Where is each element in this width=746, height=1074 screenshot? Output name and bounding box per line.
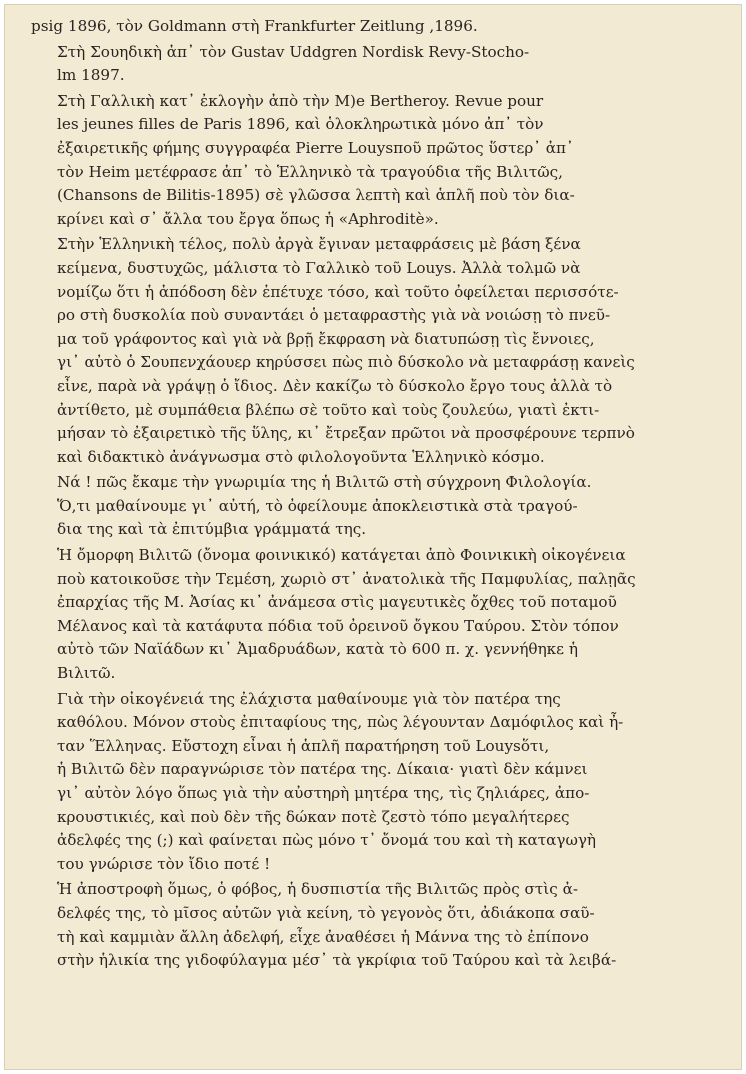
text-line: εἶνε, παρὰ νὰ γράψῃ ὁ ἴδιος. Δὲν κακίζω τὸ δύσκολο ἔργο τους ἀλλὰ τὸ bbox=[57, 376, 613, 395]
text-line: μα τοῦ γράφοντος καὶ γιὰ νὰ βρῇ ἔκφραση νὰ διατυπώσῃ τὶς ἔννοιες, bbox=[57, 329, 595, 348]
text-line: Νά ! πῶς ἔκαμε τὴν γνωριμία της ἡ Βιλιτῶ στὴ σύγχρονη Φιλολογία. bbox=[57, 473, 592, 492]
paragraph bbox=[31, 471, 721, 542]
text-line: Στὴν Ἑλληνικὴ τέλος, πολὺ ἀργὰ ἔγιναν μεταφράσεις μὲ βάση ξένα bbox=[57, 235, 581, 254]
text-line: ρο στὴ δυσκολία ποὺ συναντάει ὁ μεταφραστὴς γιὰ νὰ νοιώσῃ τὸ πνεῦ- bbox=[57, 306, 611, 325]
text-line: γι᾿ αὐτὸ ὁ Σουπενχάουερ κηρύσσει πὼς πιὸ δύσκολο νὰ μεταφράσῃ κανεὶς bbox=[57, 353, 635, 372]
text-line: Στὴ Γαλλικὴ κατ᾿ ἐκλογὴν ἀπὸ τὴν M)e Bertheroy. Revue pour bbox=[57, 91, 544, 110]
text-line: lm 1897. bbox=[57, 66, 125, 85]
text-line: αὐτὸ τῶν Ναϊάδων κι᾿ Ἀμαδρυάδων, κατὰ τὸ 600 π. χ. γεννήθηκε ἡ bbox=[57, 640, 578, 659]
text-line: ἀντίθετο, μὲ συμπάθεια βλέπω σὲ τοῦτο καὶ τοὺς ζουλεύω, γιατὶ ἐκτι- bbox=[57, 400, 600, 419]
text-line: καὶ διδακτικὸ ἀνάγνωσμα στὸ φιλολογοῦντα Ἑλληνικὸ κόσμο. bbox=[57, 447, 545, 466]
text-line: les jeunes filles de Paris 1896, καὶ ὁλοκληρωτικὰ μόνο ἀπ᾿ τὸν bbox=[57, 115, 544, 134]
paragraph bbox=[31, 878, 721, 972]
text-line: κρουστικιές, καὶ ποὺ δὲν τῆς δώκαν ποτὲ ζεστὸ τόπο μεγαλήτερες bbox=[57, 807, 570, 826]
text-line: κρίνει καὶ σ᾿ ἄλλα του ἔργα ὅπως ἡ «Aphroditè». bbox=[57, 209, 439, 228]
paragraph bbox=[31, 90, 721, 232]
paragraph bbox=[31, 688, 721, 877]
text-line: τὸν Heim μετέφρασε ἀπ᾿ τὸ Ἑλληνικὸ τὰ τραγούδια τῆς Βιλιτῶς, bbox=[57, 162, 563, 181]
text-line: (Chansons de Bilitis-1895) σὲ γλῶσσα λεπτὴ καὶ ἁπλῆ ποὺ τὸν δια- bbox=[57, 186, 575, 205]
text-line: ἡ Βιλιτῶ δὲν παραγνώρισε τὸν πατέρα της. Δίκαια· γιατὶ δὲν κάμνει bbox=[57, 760, 588, 779]
text-line: Βιλιτῶ. bbox=[57, 664, 116, 683]
text-line: μήσαν τὸ ἐξαιρετικὸ τῆς ὕλης, κι᾿ ἔτρεξαν πρῶτοι νὰ προσφέρουνε τερπνὸ bbox=[57, 424, 635, 443]
document-body bbox=[31, 15, 721, 975]
text-line: ποὺ κατοικοῦσε τὴν Τεμέση, χωριὸ στ᾿ ἀνατολικὰ τῆς Παμφυλίας, παλῃᾶς bbox=[57, 569, 636, 588]
text-line: Ὅ,τι μαθαίνουμε γι᾿ αὐτή, τὸ ὀφείλουμε ἀποκλειστικὰ στὰ τραγού- bbox=[57, 496, 578, 515]
text-line: Μέλανος καὶ τὰ κατάφυτα πόδια τοῦ ὀρεινοῦ ὄγκου Ταύρου. Στὸν τόπον bbox=[57, 616, 619, 635]
text-line: ταν Ἕλληνας. Εὔστοχη εἶναι ἡ ἁπλῆ παρατήρηση τοῦ Louysὅτι, bbox=[57, 736, 550, 755]
text-line: Γιὰ τὴν οἰκογένειά της ἐλάχιστα μαθαίνουμε γιὰ τὸν πατέρα της bbox=[57, 689, 561, 708]
scanned-page bbox=[4, 4, 742, 1070]
text-line: δια της καὶ τὰ ἐπιτύμβια γράμματά της. bbox=[57, 520, 367, 539]
text-line: ἀδελφές της (;) καὶ φαίνεται πὼς μόνο τ᾿ ὄνομά του καὶ τὴ καταγωγὴ bbox=[57, 831, 597, 850]
text-line: κείμενα, δυστυχῶς, μάλιστα τὸ Γαλλικὸ τοῦ Louys. Ἀλλὰ τολμῶ νὰ bbox=[57, 258, 581, 277]
text-line: νομίζω ὅτι ἡ ἀπόδοση δὲν ἐπέτυχε τόσο, καὶ τοῦτο ὀφείλεται περισσότε- bbox=[57, 282, 619, 301]
paragraph bbox=[31, 233, 721, 469]
text-line: τὴ καὶ καμμιὰν ἄλλη ἀδελφή, εἶχε ἀναθέσει ἡ Μάννα της τὸ ἐπίπονο bbox=[57, 927, 589, 946]
text-line: γι᾿ αὐτὸν λόγο ὅπως γιὰ τὴν αὐστηρὴ μητέρα της, τὶς ζηλιάρες, ἀπο- bbox=[57, 784, 590, 802]
paragraph bbox=[31, 41, 721, 88]
text-line: ἐπαρχίας τῆς Μ. Ἀσίας κι᾿ ἀνάμεσα στὶς μαγευτικὲς ὄχθες τοῦ ποταμοῦ bbox=[57, 593, 617, 612]
text-line: δελφές της, τὸ μῖσος αὐτῶν γιὰ κείνη, τὸ γεγονὸς ὅτι, ἀδιάκοπα σαῦ- bbox=[57, 903, 595, 922]
text-line: στὴν ἡλικία της γιδοφύλαγμα μέσ᾿ τὰ γκρίφια τοῦ Ταύρου καὶ τὰ λειβά- bbox=[57, 951, 617, 970]
text-line: psig 1896, τὸν Goldmann στὴ Frankfurter Zeitlung ,1896. bbox=[31, 17, 478, 35]
text-line: ἐξαιρετικῆς φήμης συγγραφέα Pierre Louysποῦ πρῶτος ὕστερ᾿ ἀπ᾿ bbox=[57, 138, 574, 157]
text-line: Ἡ ἀποστροφὴ ὅμως, ὁ φόβος, ἡ δυσπιστία τῆς Βιλιτῶς πρὸς στὶς ἀ- bbox=[57, 880, 578, 899]
text-line: Ἡ ὄμορφη Βιλιτῶ (ὄνομα φοινικικό) κατάγεται ἀπὸ Φοινικικὴ οἰκογένεια bbox=[57, 546, 626, 565]
paragraph bbox=[31, 15, 721, 39]
text-line: καθόλου. Μόνον στοὺς ἐπιταφίους της, πὼς λέγουνταν Δαμόφιλος καὶ ἦ- bbox=[57, 713, 624, 732]
text-line: του γνώρισε τὸν ἴδιο ποτέ ! bbox=[57, 854, 271, 873]
text-line: Στὴ Σουηδικὴ ἀπ᾿ τὸν Gustav Uddgren Nordisk Revy-Stocho- bbox=[57, 42, 530, 61]
paragraph bbox=[31, 544, 721, 686]
